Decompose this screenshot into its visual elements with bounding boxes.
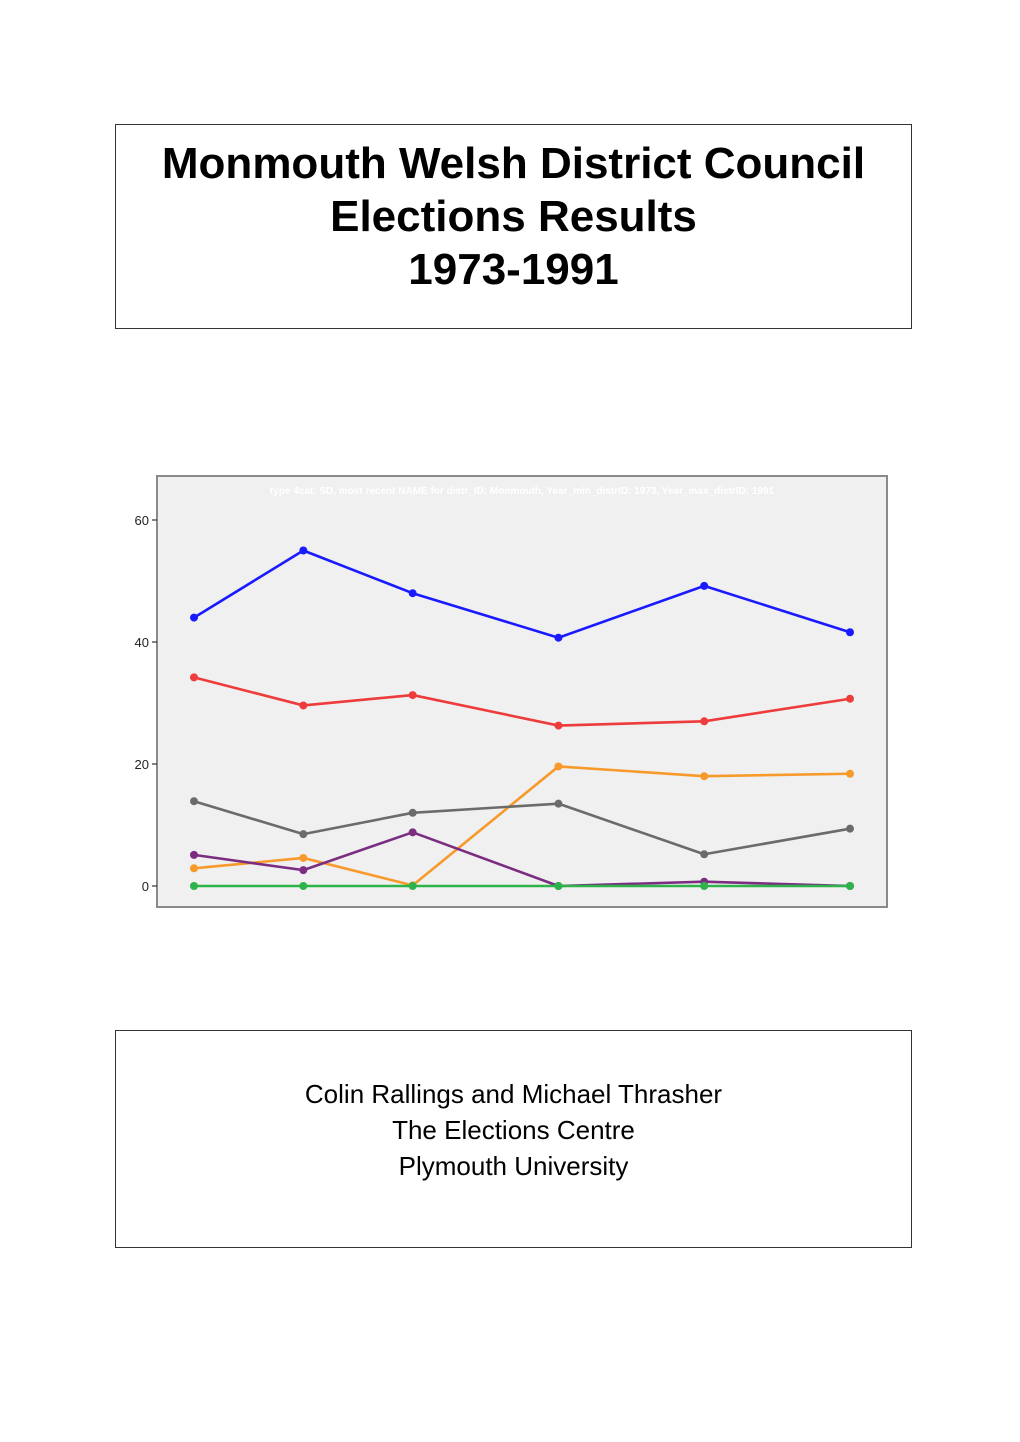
data-point bbox=[554, 800, 562, 808]
data-point bbox=[554, 882, 562, 890]
data-point bbox=[846, 882, 854, 890]
credits-box bbox=[115, 1030, 912, 1248]
data-point bbox=[299, 882, 307, 890]
data-point bbox=[190, 614, 198, 622]
organisation: The Elections Centre bbox=[392, 1115, 635, 1145]
data-point bbox=[846, 695, 854, 703]
data-point bbox=[299, 866, 307, 874]
document-subtitle: Elections Results bbox=[330, 192, 697, 241]
data-point bbox=[554, 634, 562, 642]
data-point bbox=[190, 797, 198, 805]
data-point bbox=[554, 762, 562, 770]
data-point bbox=[700, 772, 708, 780]
document-years: 1973-1991 bbox=[408, 245, 619, 294]
line-chart-svg bbox=[115, 470, 905, 920]
data-point bbox=[299, 830, 307, 838]
data-point bbox=[700, 850, 708, 858]
y-tick-label: 60 bbox=[134, 513, 149, 528]
data-point bbox=[846, 628, 854, 636]
title-box bbox=[115, 124, 912, 329]
data-point bbox=[299, 854, 307, 862]
authors: Colin Rallings and Michael Thrasher bbox=[304, 1079, 723, 1109]
data-point bbox=[554, 722, 562, 730]
results-chart bbox=[115, 470, 905, 920]
y-tick-label: 40 bbox=[134, 635, 149, 650]
data-point bbox=[846, 825, 854, 833]
data-point bbox=[409, 882, 417, 890]
data-point bbox=[409, 691, 417, 699]
data-point bbox=[409, 589, 417, 597]
data-point bbox=[190, 673, 198, 681]
data-point bbox=[409, 828, 417, 836]
y-tick-label: 0 bbox=[141, 879, 149, 894]
data-point bbox=[409, 809, 417, 817]
data-point bbox=[299, 701, 307, 709]
data-point bbox=[190, 882, 198, 890]
data-point bbox=[190, 851, 198, 859]
chart-title: type 4cat: SD, most recent NAME for distr_ID: Monmouth, Year_min_distrID: 1973, Year_max_distrID: 1991 bbox=[269, 486, 775, 497]
data-point bbox=[190, 864, 198, 872]
data-point bbox=[700, 582, 708, 590]
institution: Plymouth University bbox=[398, 1151, 629, 1181]
data-point bbox=[299, 547, 307, 555]
data-point bbox=[700, 717, 708, 725]
data-point bbox=[700, 882, 708, 890]
document-title: Monmouth Welsh District Council bbox=[161, 139, 866, 188]
data-point bbox=[846, 770, 854, 778]
y-tick-label: 20 bbox=[134, 757, 149, 772]
